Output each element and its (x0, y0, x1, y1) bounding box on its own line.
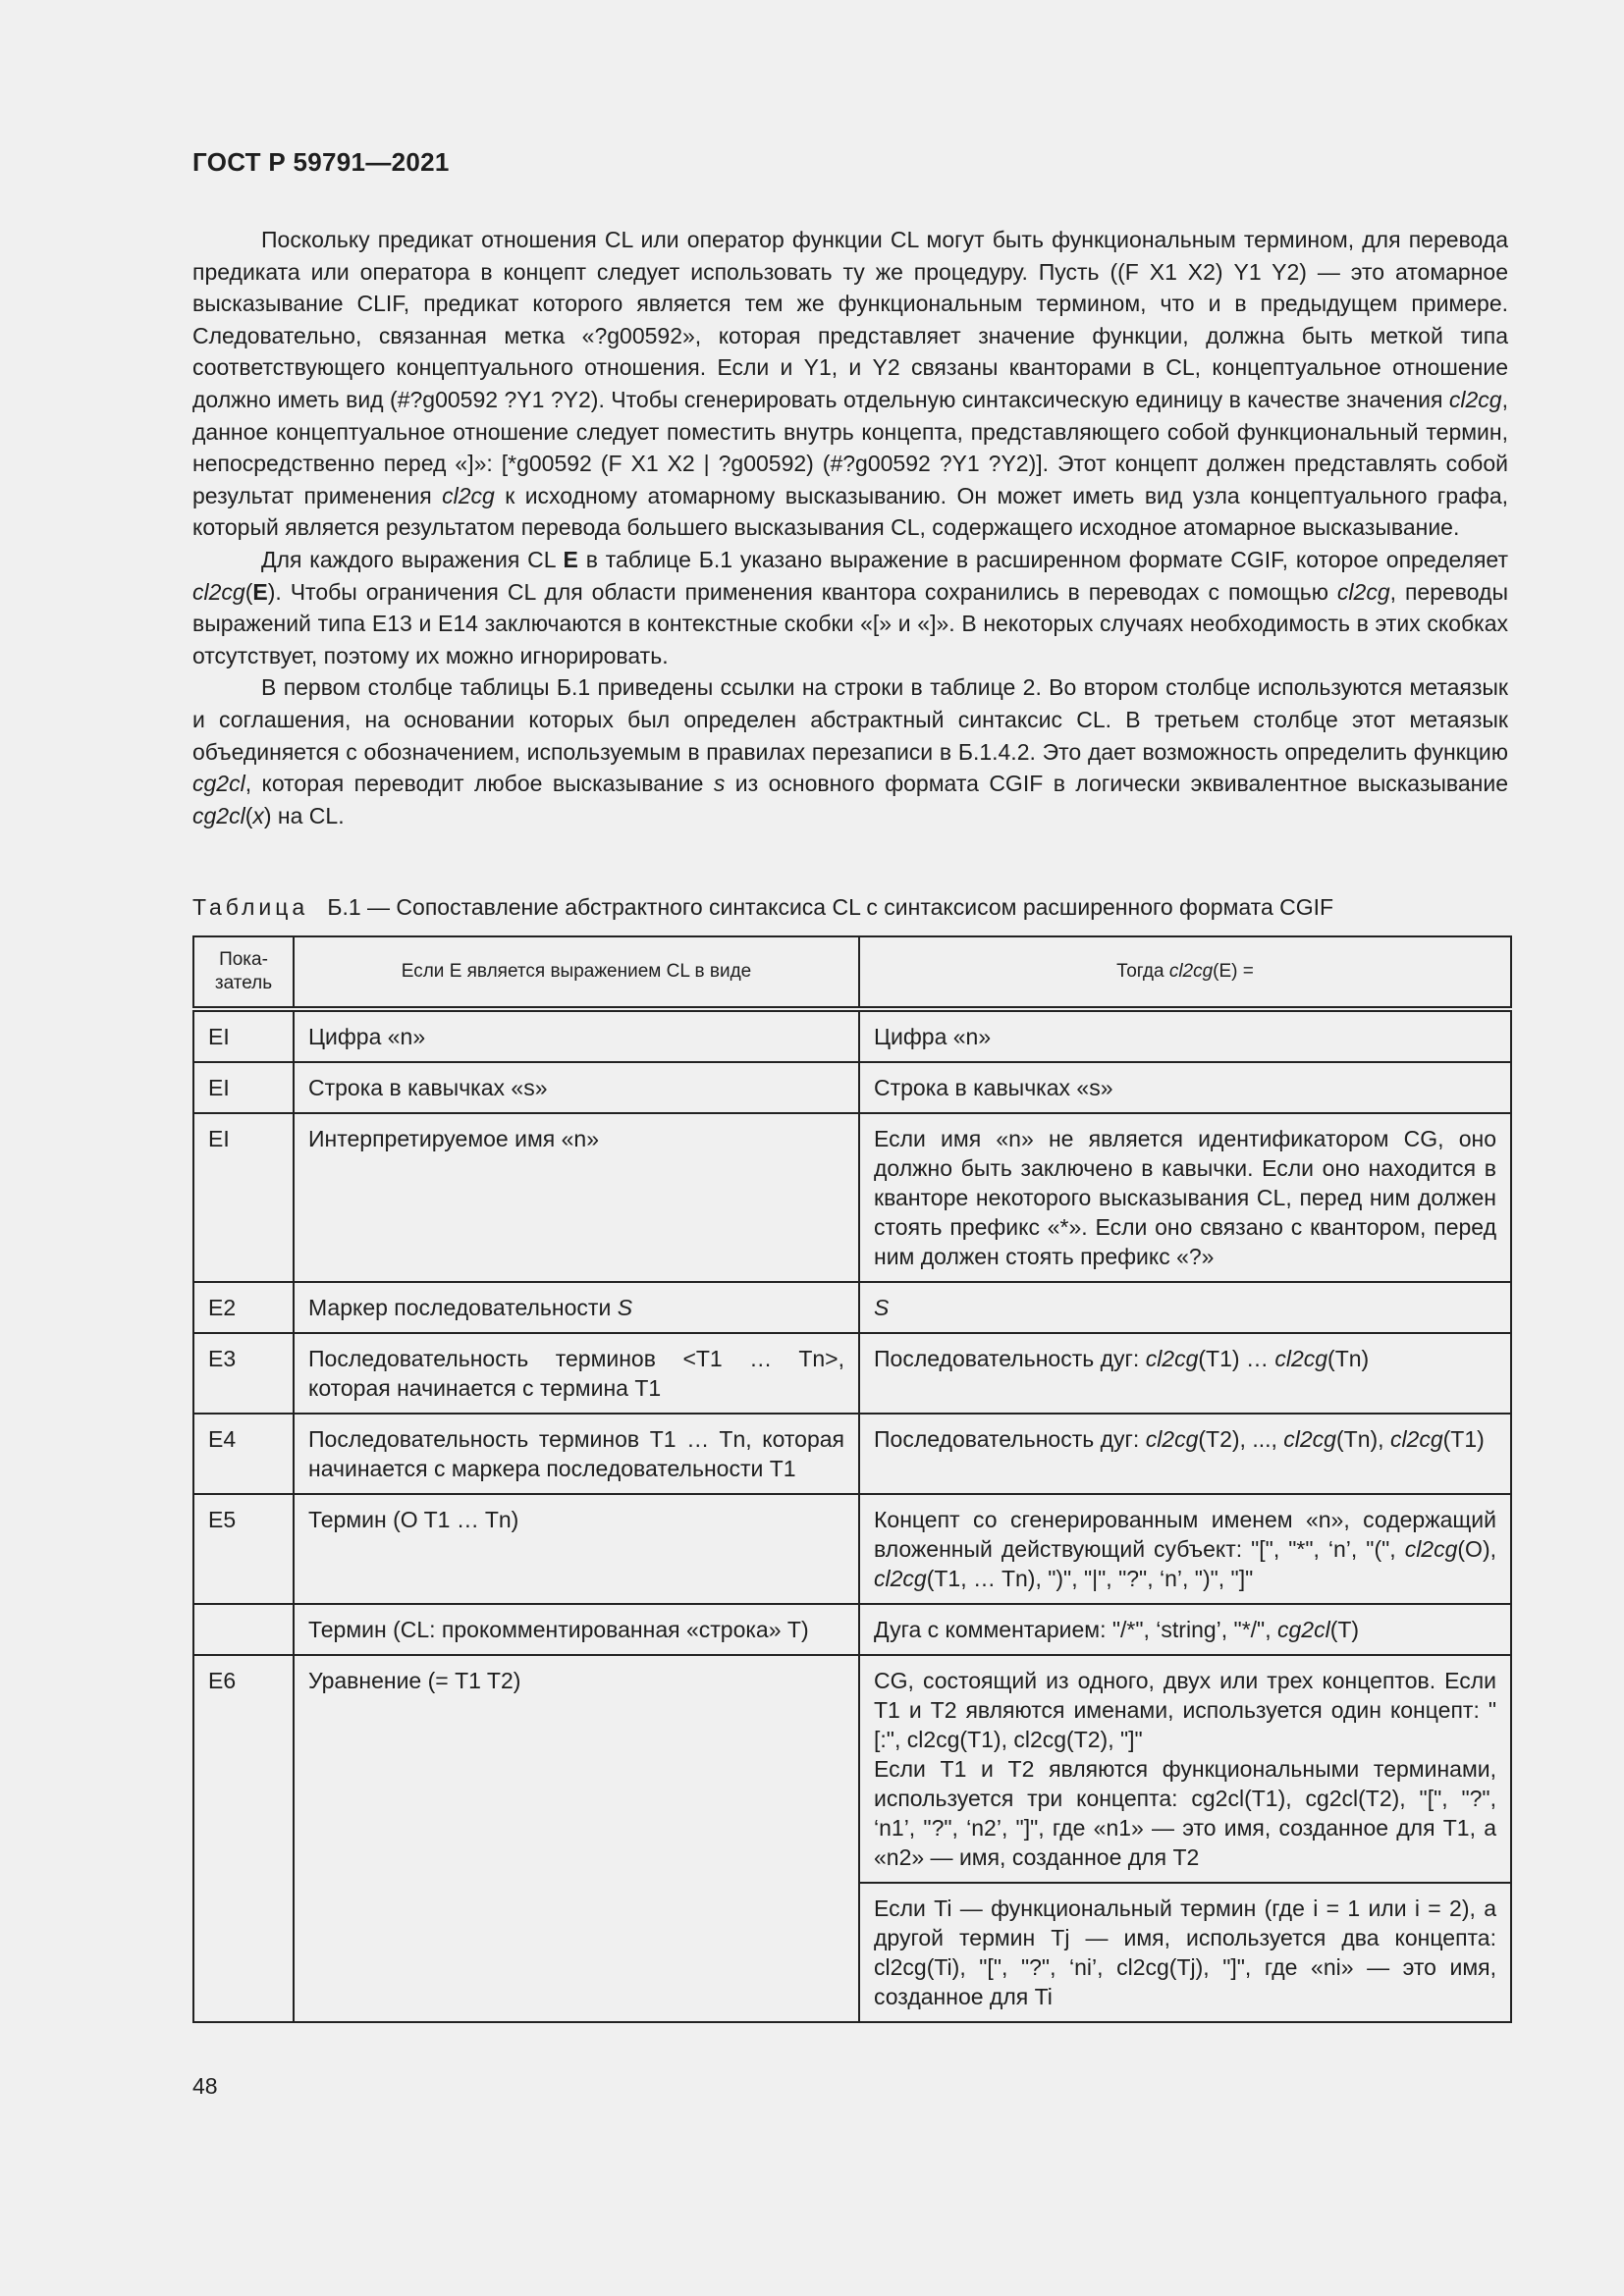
text-run: Концепт со сгенерированным именем «n», содержащий вложенный действующий субъект: "[", "*", ‘n’, "(", (874, 1507, 1496, 1562)
text-run: Интерпретируемое имя «n» (308, 1126, 599, 1151)
text-run: cl2cg (442, 482, 495, 508)
text-run: cg2cl (192, 802, 245, 828)
table-row (193, 1282, 1511, 1333)
text-run: Строка в кавычках «s» (308, 1075, 548, 1100)
text-run: ) на CL. (263, 802, 345, 828)
text-run: cg2cl (192, 771, 245, 797)
text-run: (T1, … Tn), ")", "|", "?", ‘n’, ")", "]" (926, 1566, 1254, 1591)
text-run: (T) (1329, 1617, 1360, 1642)
cell-indicator: EI (193, 1009, 294, 1062)
cell-cl-expression (294, 1655, 859, 2022)
text-run: cl2cg (1145, 1426, 1199, 1452)
text-run: Цифра «n» (308, 1024, 426, 1049)
text-run: cl2cg (1404, 1536, 1458, 1562)
body-text (192, 224, 1508, 831)
text-run: , которая переводит любое высказывание (244, 771, 714, 797)
cell-cgif-expression (859, 1494, 1511, 1604)
cell-indicator: EI (193, 1113, 294, 1282)
text-run: Уравнение (= T1 T2) (308, 1668, 521, 1693)
cell-indicator: E4 (193, 1414, 294, 1494)
text-run: cl2cg (1274, 1346, 1328, 1371)
text-run: Последовательность терминов T1 … Tn, которая начинается с маркера последовательности T1 (308, 1426, 844, 1481)
paragraph (192, 671, 1508, 831)
text-run: S (617, 1295, 633, 1320)
header-cgif-expression (859, 936, 1511, 1009)
table-body (193, 1009, 1511, 2022)
cell-indicator: E3 (193, 1333, 294, 1414)
text-run: , переводы выражений типа E13 и E14 заключаются в контекстные скобки «[» и «]». В некоторых случаях необходимость в этих скобках отсутствует, поэтому их можно игнорировать. (192, 578, 1509, 668)
text-run: cg2cl (1277, 1617, 1330, 1642)
table-row (193, 1414, 1511, 1494)
cell-cl-expression (294, 1282, 859, 1333)
text-run: , данное концептуальное отношение следует поместить внутрь концепта, представляющего собой функциональный термин, непосредственно перед «]»: [*g00592 (F X1 X2 | ?g00592) (#?g00592 ?Y1 ?Y2)]. Этот концепт должен представлять собой результат применения (192, 386, 1508, 508)
text-run: cl2cg (874, 1566, 927, 1591)
header-cgif-prefix: Тогда (1116, 961, 1169, 982)
page-number: 48 (192, 2073, 218, 2099)
cell-cl-expression (294, 1333, 859, 1414)
table-caption-label: Таблица (192, 894, 309, 920)
cell-cl-expression (294, 1494, 859, 1604)
text-run: x (252, 802, 264, 828)
text-run: Поскольку предикат отношения CL или оператор функции CL могут быть функциональным термином, для перевода предиката или оператора в концепт следует использовать ту же процедуру. Пусть ((F X1 X2) Y1 Y2) — это атомарное высказывание CLIF, предикат которого является тем же функциональным термином, что и в предыдущем примере. Следовательно, связанная метка «?g00592», которая представляет значение функции, должна быть меткой типа соответствующего концептуального отношения. Если и Y1, и Y2 связаны кванторами в CL, концептуальное отношение должно иметь вид (#?g00592 ?Y1 ?Y2). Чтобы сгенерировать отдельную синтаксическую единицу в качестве значения (192, 227, 1508, 412)
text-run: cl2cg (192, 578, 245, 605)
text-run: S (874, 1295, 890, 1320)
table-caption-text: Б.1 — Сопоставление абстрактного синтаксиса CL с синтаксисом расширенного формата CGIF (327, 894, 1334, 920)
header-cgif-suffix: (E) = (1213, 961, 1254, 982)
header-cgif-func: cl2cg (1168, 961, 1214, 982)
cell-cl-expression (294, 1414, 859, 1494)
cell-cgif-expression (859, 1333, 1511, 1414)
cell-cgif-expression (859, 1883, 1511, 2022)
text-run: cl2cg (1448, 386, 1502, 412)
cell-cgif-expression (859, 1282, 1511, 1333)
text-run: (Tn), (1335, 1426, 1390, 1452)
text-run: Для каждого выражения CL (261, 546, 564, 572)
text-run: Последовательность дуг: (874, 1346, 1146, 1371)
text-run: (Tn) (1327, 1346, 1370, 1371)
cell-indicator (193, 1604, 294, 1655)
text-run: cl2cg (1145, 1346, 1199, 1371)
cell-cl-expression (294, 1604, 859, 1655)
text-run: (T1) (1442, 1426, 1485, 1452)
cell-indicator: E5 (193, 1494, 294, 1604)
text-run: Строка в кавычках «s» (874, 1075, 1113, 1100)
cell-cl-expression (294, 1062, 859, 1113)
cell-indicator: EI (193, 1062, 294, 1113)
text-run: Дуга с комментарием: "/*", ‘string’, "*/", (874, 1617, 1278, 1642)
text-run: ( (244, 802, 253, 828)
cell-cl-expression (294, 1009, 859, 1062)
text-run: в таблице Б.1 указано выражение в расширенном формате CGIF, которое определяет (577, 546, 1508, 572)
text-run: E (252, 578, 268, 605)
table-header-row (193, 936, 1511, 1009)
table-row (193, 1062, 1511, 1113)
text-run: cl2cg (1283, 1426, 1336, 1452)
text-run: cl2cg (1336, 578, 1390, 605)
text-run: Если имя «n» не является идентификатором CG, оно должно быть заключено в кавычки. Если оно находится в кванторе некоторого высказывания CL, перед ним должен стоять префикс «*». Если оно связано с квантором, перед ним должен стоять префикс «?» (874, 1126, 1496, 1269)
text-run: E (563, 546, 578, 572)
text-run: CG, состоящий из одного, двух или трех концептов. Если T1 и T2 являются именами, используется один концепт: "[:", cl2cg(T1), cl2cg(T2), "]" Если T1 и T2 являются функциональными терминами, используется три концепта: cg2cl(T1), cg2cl(T2), "[", "?", ‘n1’, "?", ‘n2’, "]", где «n1» — это имя, созданное для T1, а «n2» — имя, созданное для T2 (874, 1668, 1496, 1870)
text-run: (O), (1457, 1536, 1496, 1562)
paragraph (192, 544, 1508, 671)
text-run: Цифра «n» (874, 1024, 992, 1049)
text-run: ( (244, 578, 253, 605)
text-run: Последовательность дуг: (874, 1426, 1146, 1452)
header-indicator: Пока- затель (193, 936, 294, 1009)
cell-cgif-expression (859, 1062, 1511, 1113)
text-run: cl2cg (1389, 1426, 1443, 1452)
table-caption (192, 892, 1508, 922)
text-run: Термин (CL: прокомментированная «строка» T) (308, 1617, 809, 1642)
table-row (193, 1113, 1511, 1282)
text-run: В первом столбце таблицы Б.1 приведены ссылки на строки в таблице 2. Во втором столбце используются метаязык и соглашения, на основании которых был определен абстрактный синтаксис CL. В третьем столбце этот метаязык объединяется с обозначением, используемым в правилах перезаписи в Б.1.4.2. Это дает возможность определить функцию (192, 674, 1508, 765)
table-row (193, 1009, 1511, 1062)
text-run: из основного формата CGIF в логически эквивалентное высказывание (725, 771, 1508, 797)
table-row (193, 1494, 1511, 1604)
text-run: Маркер последовательности (308, 1295, 618, 1320)
cell-indicator: E6 (193, 1655, 294, 2022)
cell-cgif-expression (859, 1414, 1511, 1494)
table-row (193, 1333, 1511, 1414)
text-run: ). Чтобы ограничения CL для области применения квантора сохранились в переводах с помощью (267, 578, 1337, 605)
paragraph (192, 224, 1508, 544)
cell-cl-expression (294, 1113, 859, 1282)
header-cl-expression: Если E является выражением CL в виде (294, 936, 859, 1009)
text-run: к исходному атомарному высказыванию. Он может иметь вид узла концептуального графа, который является результатом перевода большего высказывания CL, содержащего исходное атомарное высказывание. (192, 482, 1508, 541)
cell-cgif-expression (859, 1113, 1511, 1282)
cell-indicator: E2 (193, 1282, 294, 1333)
document-header: ГОСТ Р 59791—2021 (192, 147, 450, 177)
cell-cgif-expression (859, 1604, 1511, 1655)
text-run: (T2), ..., (1198, 1426, 1284, 1452)
cell-cgif-expression (859, 1655, 1511, 1883)
mapping-table (192, 935, 1512, 2023)
table-row (193, 1655, 1511, 1883)
text-run: Последовательность терминов <T1 … Tn>, которая начинается с термина T1 (308, 1346, 844, 1401)
cell-cgif-expression (859, 1009, 1511, 1062)
table-row (193, 1604, 1511, 1655)
text-run: Если Ti — функциональный термин (где i = 1 или i = 2), а другой термин Tj — имя, используется два концепта: cl2cg(Ti), "[", "?", ‘ni’, cl2cg(Tj), "]", где «ni» — это имя, созданное для Ti (874, 1896, 1496, 2009)
text-run: Термин (O T1 … Tn) (308, 1507, 519, 1532)
text-run: (T1) … (1198, 1346, 1275, 1371)
text-run: s (713, 771, 726, 797)
